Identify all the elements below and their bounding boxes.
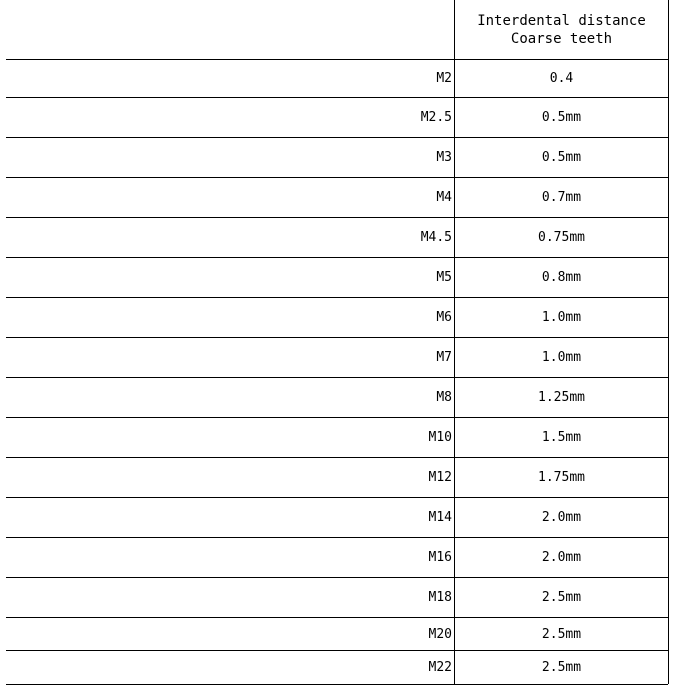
pitch-cell: 0.7mm xyxy=(541,190,582,205)
thread-size-cell: M10 xyxy=(428,430,452,445)
thread-size-cell: M8 xyxy=(436,390,452,405)
table-row xyxy=(6,177,668,217)
table-row xyxy=(6,457,668,497)
header-line-1: Interdental distance xyxy=(477,13,646,29)
table-row xyxy=(6,577,668,617)
thread-size-cell: M6 xyxy=(436,310,452,325)
table-bottom-border xyxy=(6,684,668,685)
table-row xyxy=(6,417,668,457)
pitch-cell: 1.0mm xyxy=(541,350,582,365)
pitch-cell: 1.5mm xyxy=(541,430,582,445)
pitch-cell: 1.75mm xyxy=(538,470,585,485)
thread-size-cell: M2 xyxy=(436,71,452,86)
table-row xyxy=(6,497,668,537)
pitch-cell: 0.5mm xyxy=(541,150,582,165)
thread-size-cell: M5 xyxy=(436,270,452,285)
table-row xyxy=(6,377,668,417)
table-row xyxy=(6,297,668,337)
header-line-2: Coarse teeth xyxy=(510,31,613,47)
table-row xyxy=(6,617,668,650)
thread-size-cell: M7 xyxy=(436,350,452,365)
thread-size-cell: M20 xyxy=(428,626,452,642)
table-row xyxy=(6,97,668,137)
pitch-cell: 0.75mm xyxy=(538,230,585,245)
pitch-cell: 1.25mm xyxy=(538,390,585,405)
thread-size-cell: M16 xyxy=(428,550,452,565)
thread-size-cell: M22 xyxy=(428,660,452,675)
pitch-cell: 0.5mm xyxy=(541,110,582,125)
thread-size-cell: M4 xyxy=(436,190,452,205)
table-row xyxy=(6,257,668,297)
pitch-cell: 2.5mm xyxy=(541,626,582,642)
thread-size-cell: M18 xyxy=(428,590,452,605)
pitch-cell: 0.4 xyxy=(549,71,574,86)
table-row xyxy=(6,537,668,577)
table-row xyxy=(6,650,668,684)
table-row xyxy=(6,217,668,257)
thread-size-cell: M14 xyxy=(428,510,452,525)
pitch-cell: 2.0mm xyxy=(541,510,582,525)
thread-size-cell: M4.5 xyxy=(420,230,452,245)
thread-size-cell: M3 xyxy=(436,150,452,165)
pitch-cell: 2.5mm xyxy=(541,590,582,605)
pitch-cell: 1.0mm xyxy=(541,310,582,325)
thread-size-cell: M12 xyxy=(428,470,452,485)
pitch-cell: 2.5mm xyxy=(541,660,582,675)
pitch-cell: 0.8mm xyxy=(541,270,582,285)
table-row xyxy=(6,137,668,177)
thread-size-cell: M2.5 xyxy=(420,110,452,125)
pitch-cell: 2.0mm xyxy=(541,550,582,565)
table-row xyxy=(6,337,668,377)
table-row xyxy=(6,59,668,97)
